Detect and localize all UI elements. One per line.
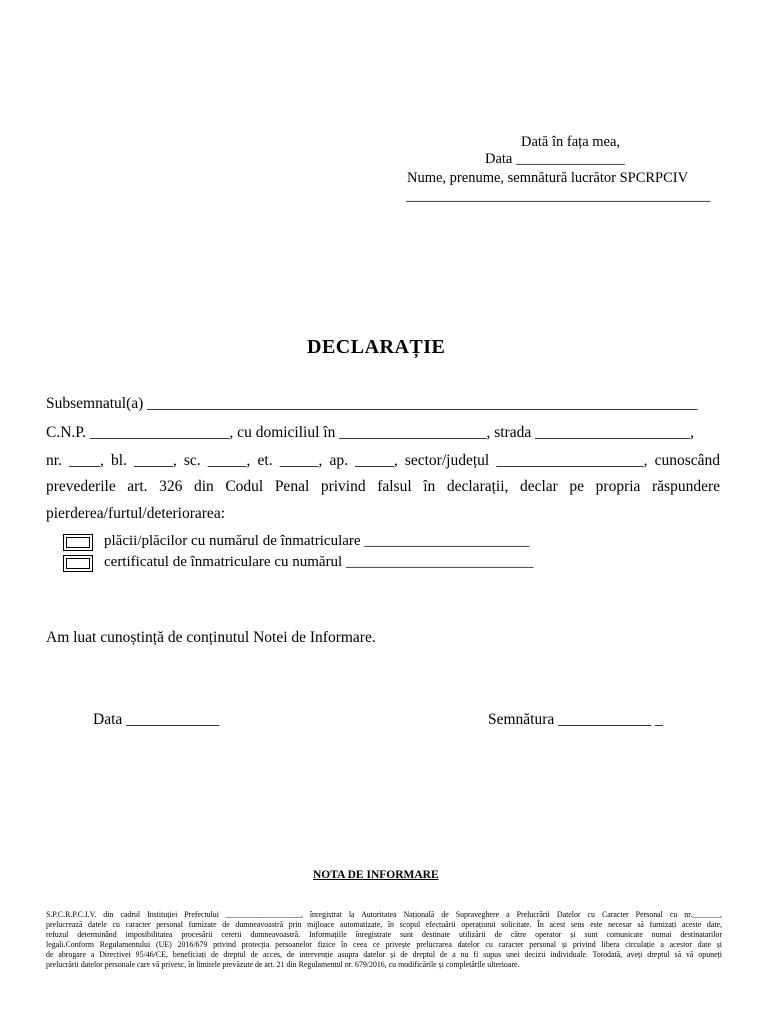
- note-line: de abrogare a Directivei 95/46/CE, beneficiați de dreptul de acces, de intervenție asupra datelor și de dreptul de a nu fi supus unei decizii individuale. Totodată, aveți dreptul să vă opuneți: [46, 950, 722, 959]
- note-line: prelucrează datele cu caracter personal furnizate de dumneavoastră prin mijloace automatizate, în scopul efectuării operațiunii solicitate. În acest sens este necesar să furnizați aceste date,: [46, 920, 722, 929]
- note-line: prelucrării datelor personale care vă privesc, în limitele prevăzute de art. 21 din Regulamentul nr. 679/2016, cu modificările și completările ulterioare.: [46, 960, 520, 969]
- option-plate-label: plăcii/plăcilor cu numărul de înmatriculare ______________________: [104, 533, 530, 549]
- note-line: S.P.C.R.P.C.I.V. din cadrul Instituției Prefectului ___________________, înregistrat la Autoritatea Națională de Supraveghere a Prelucrării Datelor cu Caracter Personal cu nr._______,: [46, 910, 722, 919]
- note-line: refuzul determinând imposibilitatea procesării cererii dumneavoastră. Informațiile înregistrate sunt destinate utilizării de către operator și sunt comunicate numai destinatarilor: [46, 930, 722, 939]
- option-certificate-checkbox[interactable]: [63, 555, 93, 572]
- header-line-date: Data _______________: [485, 151, 625, 167]
- header-line-date-in-presence: Dată în fața mea,: [521, 134, 621, 150]
- body-line-legal: prevederile art. 326 din Codul Penal privind falsul în declarații, declar pe propria răspundere: [46, 478, 720, 495]
- body-line-loss: pierderea/furtul/deteriorarea:: [46, 505, 225, 522]
- header-line-signature: __________________________________________: [406, 188, 711, 204]
- footer-signature: Semnătura ____________ _: [488, 711, 663, 728]
- body-line-address: nr. ____, bl. _____, sc. _____, et. _____, ap. _____, sector/județul ___________________, cunoscând: [46, 452, 720, 469]
- body-line-subsemnatul: Subsemnatul(a) _______________________________________________________________________: [46, 395, 698, 412]
- acknowledgement-text: Am luat cunoștință de conținutul Notei de Informare.: [46, 629, 376, 646]
- option-certificate-label: certificatul de înmatriculare cu numărul _________________________: [104, 554, 534, 570]
- option-plate-checkbox[interactable]: [63, 534, 93, 551]
- note-title: NOTA DE INFORMARE: [313, 869, 439, 881]
- footer-date: Data ____________: [93, 711, 220, 728]
- document-title: DECLARAȚIE: [307, 336, 446, 358]
- header-line-officer-name: Nume, prenume, semnătură lucrător SPCRPCIV: [407, 170, 689, 186]
- body-line-cnp: C.N.P. __________________, cu domiciliul în ___________________, strada ____________________,: [46, 424, 694, 441]
- note-line: legali.Conform Regulamentului (UE) 2016/679 privind protecția persoanelor fizice în ceea ce privește prelucrarea datelor cu caracter personal și privind libera circulație a acestor date și: [46, 940, 722, 949]
